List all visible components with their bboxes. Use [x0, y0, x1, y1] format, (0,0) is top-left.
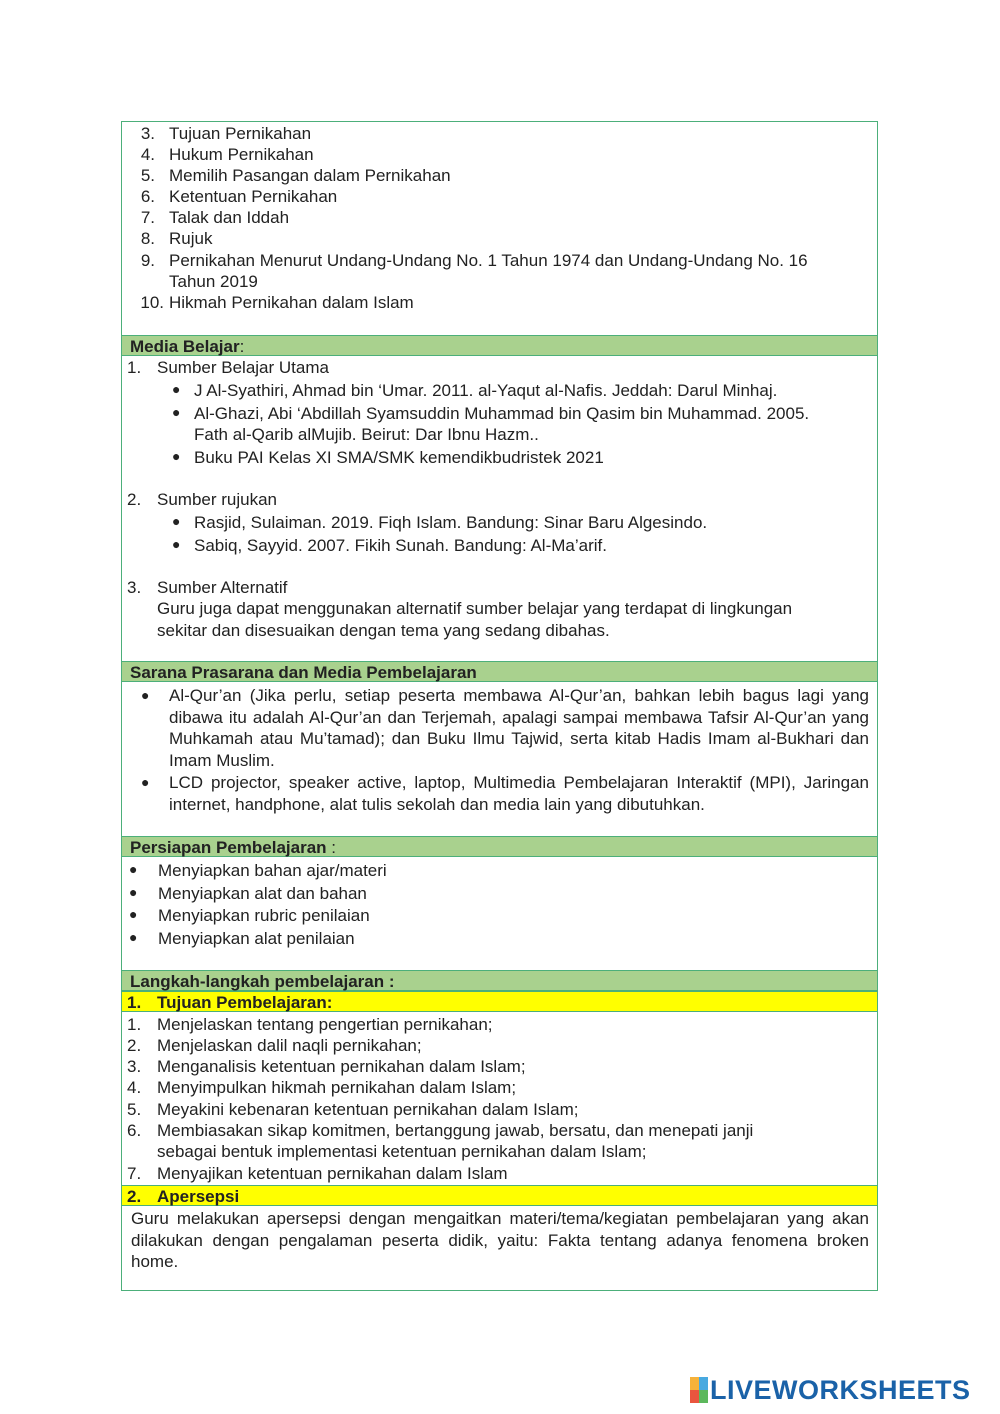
source-item: Buku PAI Kelas XI SMA/SMK kemendikbudristek 2021	[194, 448, 604, 467]
topic-item: Pernikahan Menurut Undang-Undang No. 1 Tahun 1974 dan Undang-Undang No. 16	[169, 251, 808, 270]
source-item: Sabiq, Sayyid. 2007. Fikih Sunah. Bandung: Al-Ma’arif.	[194, 536, 607, 555]
topic-number: 3.	[140, 124, 155, 143]
tujuan-number: 2.	[127, 1036, 142, 1055]
logo-mark-icon	[690, 1377, 708, 1403]
persiapan-item: Menyiapkan rubric penilaian	[158, 906, 370, 925]
topic-item: Hukum Pernikahan	[169, 145, 314, 164]
source-number: 2.	[127, 490, 142, 509]
logo-text: LIVEWORKSHEETS	[710, 1374, 971, 1405]
tujuan-number: 4.	[127, 1078, 142, 1097]
source-title: Sumber Belajar Utama	[157, 358, 329, 377]
topic-number: 5.	[140, 166, 155, 185]
sarana-header	[122, 661, 877, 682]
topic-number: 4.	[140, 145, 155, 164]
bullet-icon: ●	[141, 687, 150, 703]
tujuan-item: Membiasakan sikap komitmen, bertanggung jawab, bersatu, dan menepati janji	[157, 1121, 754, 1140]
tujuan-title: Tujuan Pembelajaran:	[157, 993, 333, 1012]
source-title: Sumber rujukan	[157, 490, 278, 509]
sarana-item: LCD projector, speaker active, laptop, Multimedia Pembelajaran Interaktif (MPI), Jaringan internet, handphone, alat tulis sekolah dan media lain yang dibutuhkan.	[169, 773, 869, 814]
bullet-icon: ●	[172, 404, 181, 420]
section-colon: :	[239, 337, 245, 356]
topic-item: Hikmah Pernikahan dalam Islam	[169, 293, 414, 312]
tujuan-number: 1.	[127, 993, 142, 1012]
section-title: Langkah-langkah pembelajaran :	[130, 972, 395, 991]
bullet-icon: ●	[141, 774, 150, 790]
source-alt-text: Guru juga dapat menggunakan alternatif sumber belajar yang terdapat di lingkungan	[157, 599, 793, 618]
source-number: 1.	[127, 358, 142, 377]
bullet-icon: ●	[172, 448, 181, 464]
source-title: Sumber Alternatif	[157, 578, 288, 597]
langkah-header	[122, 970, 877, 991]
topic-number: 10.	[140, 293, 164, 312]
section-title: Media Belajar	[130, 337, 240, 356]
section-title: Sarana Prasarana dan Media Pembelajaran	[130, 663, 477, 682]
apersepsi-title: Apersepsi	[157, 1187, 240, 1206]
source-item: Rasjid, Sulaiman. 2019. Fiqh Islam. Bandung: Sinar Baru Algesindo.	[194, 513, 708, 532]
sarana-item: Al-Qur’an (Jika perlu, setiap peserta membawa Al-Qur’an, bahkan lebih bagus lagi yang dibawa itu adalah Al-Qur’an dan Terjemah, apalagi sampai membawa Tafsir Al-Qur’an yang Muhkamah atau Mu’tamad); dan Buku Ilmu Tajwid, serta kitab Hadis Imam al-Bukhari dan Imam Muslim.	[169, 686, 869, 770]
media-belajar-header	[122, 335, 877, 356]
tujuan-number: 7.	[127, 1164, 142, 1183]
tujuan-number: 1.	[127, 1015, 142, 1034]
source-item: J Al-Syathiri, Ahmad bin ‘Umar. 2011. al-Yaqut al-Nafis. Jeddah: Darul Minhaj.	[194, 381, 778, 400]
persiapan-header	[122, 836, 877, 857]
tujuan-item: Menganalisis ketentuan pernikahan dalam Islam;	[157, 1057, 526, 1076]
source-alt-text: sekitar dan disesuaikan dengan tema yang sedang dibahas.	[157, 621, 610, 640]
source-number: 3.	[127, 578, 142, 597]
tujuan-item: Meyakini kebenaran ketentuan pernikahan dalam Islam;	[157, 1100, 579, 1119]
persiapan-item: Menyiapkan bahan ajar/materi	[158, 861, 387, 880]
tujuan-number: 5.	[127, 1100, 142, 1119]
tujuan-item: Menjelaskan dalil naqli pernikahan;	[157, 1036, 422, 1055]
persiapan-item: Menyiapkan alat penilaian	[158, 929, 355, 948]
bullet-icon: ●	[129, 906, 138, 922]
tujuan-number: 3.	[127, 1057, 142, 1076]
bullet-icon: ●	[172, 513, 181, 529]
section-title: Persiapan Pembelajaran	[130, 838, 327, 857]
topic-number: 8.	[140, 229, 155, 248]
topic-item: Talak dan Iddah	[169, 208, 290, 227]
persiapan-item: Menyiapkan alat dan bahan	[158, 884, 367, 903]
tujuan-header	[122, 991, 877, 1012]
tujuan-number: 6.	[127, 1121, 142, 1140]
source-item-continuation: Fath al-Qarib alMujib. Beirut: Dar Ibnu Hazm..	[194, 425, 539, 444]
tujuan-item: Menyajikan ketentuan pernikahan dalam Islam	[157, 1164, 508, 1183]
liveworksheets-logo	[690, 1373, 971, 1407]
topic-number: 7.	[140, 208, 155, 227]
apersepsi-text: Guru melakukan apersepsi dengan mengaitkan materi/tema/kegiatan pembelajaran yang akan dilakukan dengan pengalaman peserta didik, yaitu: Fakta tentang adanya fenomena broken home.	[131, 1209, 869, 1271]
topic-item-continuation: Tahun 2019	[169, 272, 258, 291]
bullet-icon: ●	[172, 381, 181, 397]
tujuan-item-continuation: sebagai bentuk implementasi ketentuan pernikahan dalam Islam;	[157, 1142, 647, 1161]
bullet-icon: ●	[129, 929, 138, 945]
lesson-plan-table	[121, 121, 878, 1291]
topic-item: Memilih Pasangan dalam Pernikahan	[169, 166, 451, 185]
topic-item: Rujuk	[169, 229, 213, 248]
topic-item: Ketentuan Pernikahan	[169, 187, 338, 206]
bullet-icon: ●	[172, 536, 181, 552]
bullet-icon: ●	[129, 861, 138, 877]
apersepsi-header	[122, 1185, 877, 1206]
topic-number: 6.	[140, 187, 155, 206]
tujuan-item: Menjelaskan tentang pengertian pernikahan;	[157, 1015, 493, 1034]
apersepsi-number: 2.	[127, 1187, 142, 1206]
section-colon: :	[326, 838, 336, 857]
topic-item: Tujuan Pernikahan	[169, 124, 312, 143]
bullet-icon: ●	[129, 884, 138, 900]
source-item: Al-Ghazi, Abi ‘Abdillah Syamsuddin Muhammad bin Qasim bin Muhammad. 2005.	[194, 404, 810, 423]
tujuan-item: Menyimpulkan hikmah pernikahan dalam Islam;	[157, 1078, 517, 1097]
topic-number: 9.	[140, 251, 155, 270]
